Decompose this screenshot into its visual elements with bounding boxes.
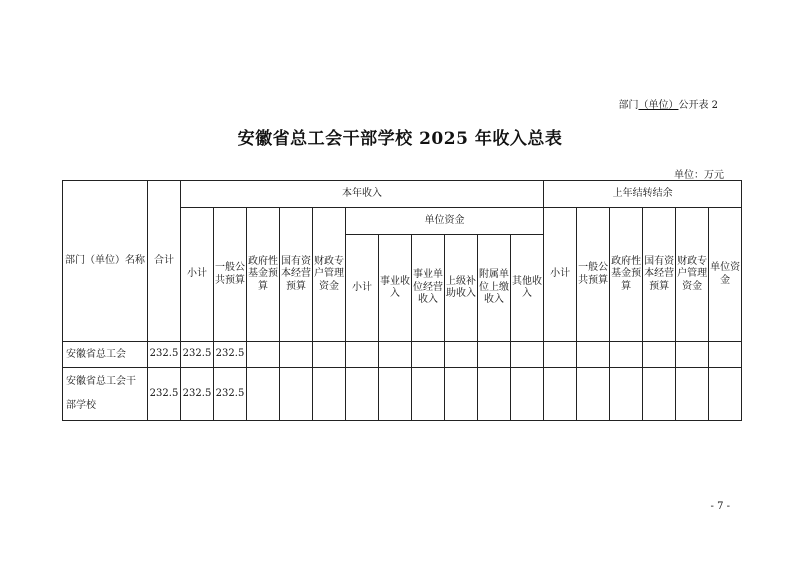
page-number: - 7 - (710, 501, 730, 512)
table-row (63, 342, 742, 368)
header-co-state-capital: 国有资本经营预算 (643, 208, 676, 342)
empty-cell (247, 342, 280, 368)
header-uf-business: 事业收入 (379, 235, 412, 342)
header-dept-name: 部门（单位）名称 (63, 181, 148, 342)
empty-cell (544, 342, 577, 368)
header-uf-other: 其他收入 (511, 235, 544, 342)
header-carryover: 上年结转结余 (544, 181, 742, 208)
row-subtotal: 232.5 (181, 368, 214, 421)
empty-cell (709, 342, 742, 368)
empty-cell (478, 342, 511, 368)
header-current-year: 本年收入 (181, 181, 544, 208)
row-total: 232.5 (148, 368, 181, 421)
empty-cell (676, 368, 709, 421)
empty-cell (478, 368, 511, 421)
header-cy-subtotal: 小计 (181, 208, 214, 342)
row-general-budget: 232.5 (214, 342, 247, 368)
unit-label: 单位：万元 (674, 170, 724, 181)
header-co-subtotal: 小计 (544, 208, 577, 342)
header-uf-subtotal: 小计 (346, 235, 379, 342)
empty-cell (643, 368, 676, 421)
table-row (63, 368, 742, 421)
header-cy-gov-fund: 政府性基金预算 (247, 208, 280, 342)
empty-cell (544, 368, 577, 421)
form-number-prefix: 部门 (618, 100, 639, 111)
empty-cell (577, 368, 610, 421)
row-total: 232.5 (148, 342, 181, 368)
empty-cell (511, 368, 544, 421)
empty-cell (280, 342, 313, 368)
header-unit-funds: 单位资金 (346, 208, 544, 235)
form-number-suffix: 公开表 2 (678, 100, 718, 111)
form-number (618, 96, 718, 111)
empty-cell (313, 342, 346, 368)
empty-cell (412, 342, 445, 368)
empty-cell (280, 368, 313, 421)
row-name: 安徽省总工会 (63, 342, 148, 368)
header-cy-general-budget: 一般公共预算 (214, 208, 247, 342)
header-co-gov-fund: 政府性基金预算 (610, 208, 643, 342)
header-uf-affiliated: 附属单位上缴收入 (478, 235, 511, 342)
header-cy-state-capital: 国有资本经营预算 (280, 208, 313, 342)
header-co-general-budget: 一般公共预算 (577, 208, 610, 342)
empty-cell (346, 368, 379, 421)
empty-cell (511, 342, 544, 368)
row-general-budget: 232.5 (214, 368, 247, 421)
empty-cell (247, 368, 280, 421)
empty-cell (346, 342, 379, 368)
header-total: 合计 (148, 181, 181, 342)
empty-cell (313, 368, 346, 421)
header-uf-subsidy: 上级补助收入 (445, 235, 478, 342)
empty-cell (577, 342, 610, 368)
row-name: 安徽省总工会干部学校 (63, 368, 148, 421)
empty-cell (610, 368, 643, 421)
empty-cell (445, 368, 478, 421)
header-co-unit-funds: 单位资金 (709, 208, 742, 342)
empty-cell (379, 368, 412, 421)
empty-cell (445, 342, 478, 368)
empty-cell (412, 368, 445, 421)
empty-cell (610, 342, 643, 368)
row-subtotal: 232.5 (181, 342, 214, 368)
income-table (62, 180, 742, 421)
form-number-underlined: （单位） (638, 100, 679, 111)
empty-cell (676, 342, 709, 368)
page-title: 安徽省总工会干部学校 2025 年收入总表 (237, 129, 563, 149)
header-co-fiscal-mgmt: 财政专户管理资金 (676, 208, 709, 342)
empty-cell (643, 342, 676, 368)
header-cy-fiscal-mgmt: 财政专户管理资金 (313, 208, 346, 342)
empty-cell (709, 368, 742, 421)
empty-cell (379, 342, 412, 368)
header-uf-operating: 事业单位经营收入 (412, 235, 445, 342)
